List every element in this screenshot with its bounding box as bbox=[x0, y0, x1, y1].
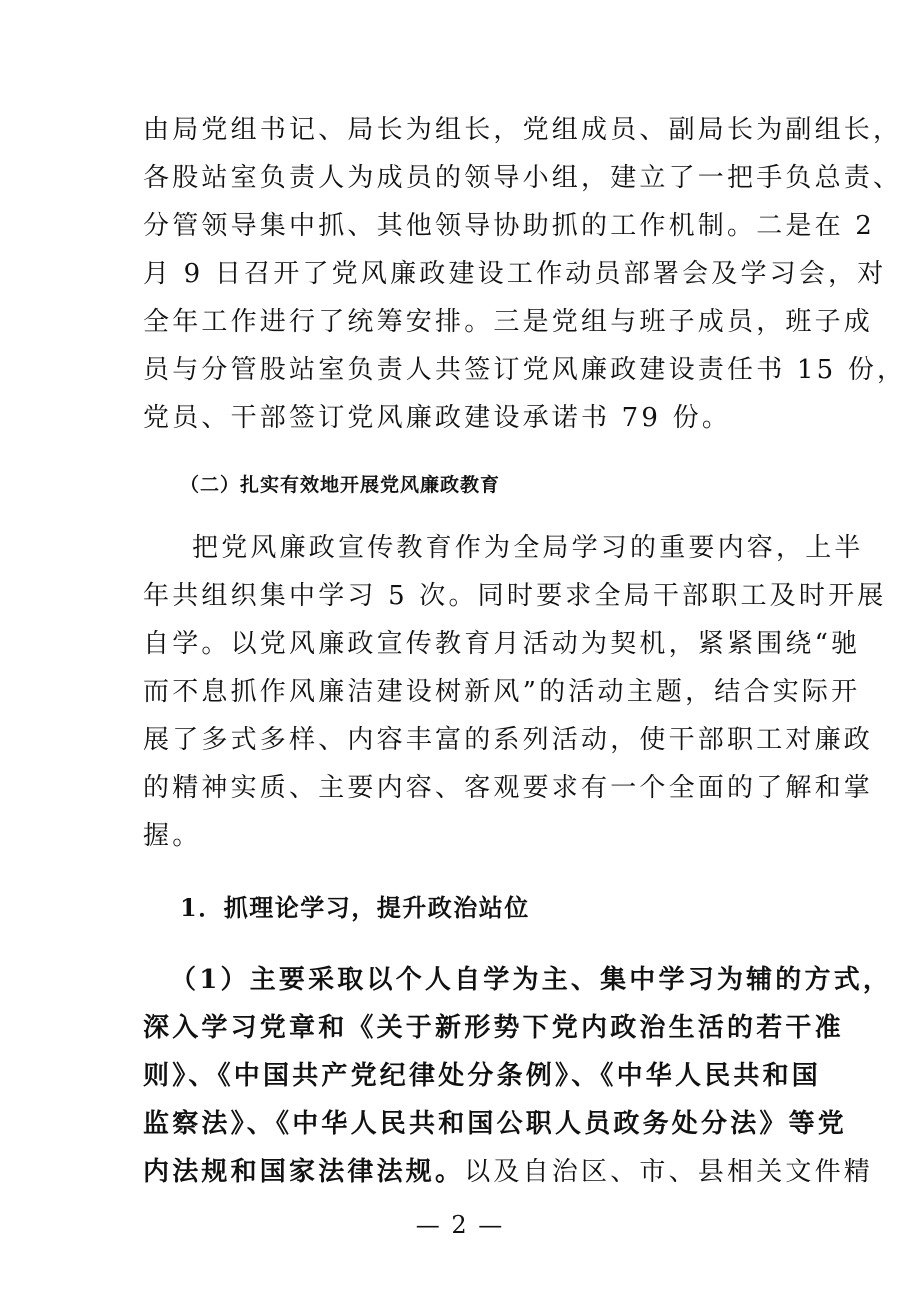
paragraph2-line-1: 把党风廉政宣传教育作为全局学习的重要内容，上半 bbox=[192, 533, 864, 563]
paragraph1-line-2: 各股站室负责人为成员的领导小组，建立了一把手负总责、 bbox=[143, 163, 903, 193]
paragraph3-line-4: 监察法》、《中华人民共和国公职人员政务处分法》等党 bbox=[143, 1109, 848, 1139]
paragraph1-line-3: 分管领导集中抓、其他领导协助抓的工作机制。二是在 2 bbox=[143, 211, 876, 241]
paragraph2-line-4: 而不息抓作风廉洁建设树新风”的活动主题，结合实际开 bbox=[143, 677, 861, 707]
paragraph2-line-6: 的精神实质、主要内容、客观要求有一个全面的了解和掌 bbox=[143, 773, 874, 803]
paragraph3-line-5-normal: 以及自治区、市、县相关文件精 bbox=[464, 1157, 874, 1187]
paragraph3-line-5 bbox=[143, 1157, 874, 1187]
paragraph1-line-7: 党员、干部签订党风廉政建设承诺书 79 份。 bbox=[143, 403, 732, 433]
paragraph3-line-2: 深入学习党章和《关于新形势下党内政治生活的若干准 bbox=[143, 1013, 844, 1043]
paragraph1-line-1: 由局党组书记、局长为组长，党组成员、副局长为副组长， bbox=[143, 115, 903, 145]
paragraph1-line-5: 全年工作进行了统筹安排。三是党组与班子成员，班子成 bbox=[143, 307, 874, 337]
paragraph3-line-5-bold: 内法规和国家法律法规。 bbox=[143, 1157, 465, 1187]
subsection-heading-1: 1．抓理论学习，提升政治站位 bbox=[180, 893, 530, 922]
paragraph2-line-2: 年共组织集中学习 5 次。同时要求全局干部职工及时开展 bbox=[143, 581, 887, 611]
section-heading-2: （二）扎实有效地开展党风廉政教育 bbox=[180, 474, 501, 496]
paragraph3-line-1: （1）主要采取以个人自学为主、集中学习为辅的方式， bbox=[170, 965, 893, 995]
page-number: — 2 — bbox=[415, 1211, 505, 1239]
paragraph2-line-7: 握。 bbox=[143, 821, 202, 851]
paragraph2-line-5: 展了多式多样、内容丰富的系列活动，使干部职工对廉政 bbox=[143, 725, 874, 755]
paragraph2-line-3: 自学。以党风廉政宣传教育月活动为契机，紧紧围绕“驰 bbox=[143, 629, 861, 659]
paragraph1-line-6: 员与分管股站室负责人共签订党风廉政建设责任书 15 份， bbox=[143, 355, 907, 385]
paragraph1-line-4: 月 9 日召开了党风廉政建设工作动员部署会及学习会，对 bbox=[143, 259, 887, 289]
paragraph3-line-3: 则》、《中国共产党纪律处分条例》、《中华人民共和国 bbox=[143, 1061, 822, 1091]
